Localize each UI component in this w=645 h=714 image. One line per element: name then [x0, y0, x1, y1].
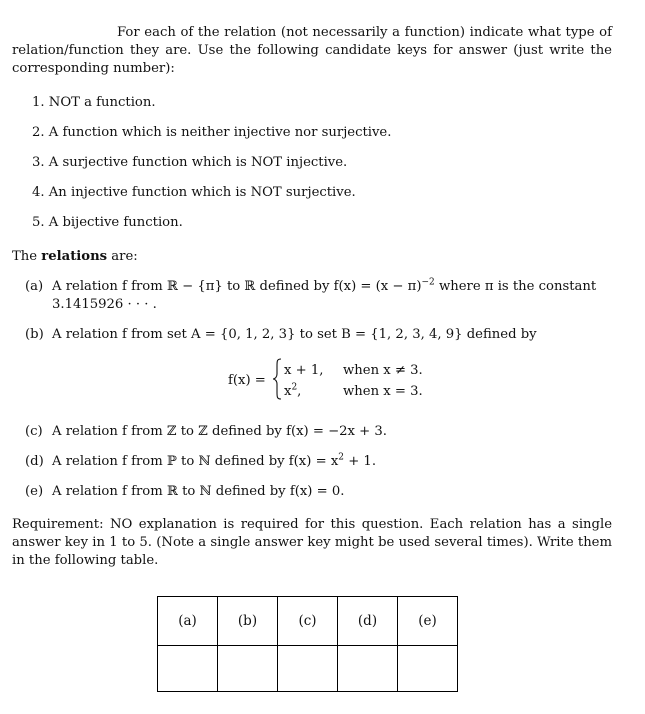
answer-key-3: 3. A surjective function which is NOT injective. [32, 155, 348, 170]
intro-paragraph: For each of the relation (not necessarily a function) indicate what type of relation/function they are. Use the following candidate keys for answer (just write the corresponding number): [12, 25, 612, 76]
relation-e-text: A relation f from ℝ to ℕ defined by f(x) = 0. [52, 484, 345, 499]
answer-cell-a[interactable] [158, 646, 218, 692]
relation-a-text: A relation f from ℝ − {π} to ℝ defined by $f(x) = (x - \pi)^{-2}$ where π is the constant [52, 277, 597, 294]
answer-header-d: (d) [338, 597, 398, 646]
answer-cell-c[interactable] [278, 646, 338, 692]
piecewise-lhs: f(x) = [228, 373, 266, 388]
answer-key-5: 5. A bijective function. [32, 215, 183, 230]
relations-heading: The relations are: [12, 249, 138, 264]
relation-b-label: (b) [25, 327, 44, 342]
answer-header-e: (e) [398, 597, 458, 646]
piecewise-case2-cond: when x = 3. [343, 384, 423, 399]
relation-b-text: A relation f from set A = {0, 1, 2, 3} to set B = {1, 2, 3, 4, 9} defined by [52, 327, 537, 342]
piecewise-case1-cond: when x ≠ 3. [343, 363, 423, 378]
relation-e-label: (e) [25, 484, 44, 499]
piecewise-brace-icon [272, 358, 282, 400]
relation-c-text: A relation f from ℤ to ℤ defined by f(x) = −2x + 3. [52, 424, 387, 439]
answer-table-input-row [158, 646, 458, 692]
answer-cell-d[interactable] [338, 646, 398, 692]
answer-cell-b[interactable] [218, 646, 278, 692]
answer-table-header-row [158, 597, 458, 646]
answer-key-2: 2. A function which is neither injective nor surjective. [32, 125, 392, 140]
answer-table [157, 596, 458, 692]
answer-key-4: 4. An injective function which is NOT surjective. [32, 185, 356, 200]
relation-d-label: (d) [25, 454, 44, 469]
answer-header-b: (b) [218, 597, 278, 646]
answer-key-1: 1. NOT a function. [32, 95, 156, 110]
piecewise-case2-expr: $x^2$, [284, 382, 302, 399]
relation-a-constant: 3.1415926 · · · . [52, 297, 157, 312]
answer-header-a: (a) [158, 597, 218, 646]
relation-c-label: (c) [25, 424, 43, 439]
relation-a-label: (a) [25, 279, 44, 294]
answer-cell-e[interactable] [398, 646, 458, 692]
relation-d-text: A relation f from ℙ to ℕ defined by $f(x) = x^2 + 1$. [52, 452, 377, 469]
piecewise-case1-expr: x + 1, [284, 363, 324, 378]
requirement-paragraph: Requirement: NO explanation is required for this question. Each relation has a single answer key in 1 to 5. (Note a single answer key might be used several times). Write them in the following table. [12, 517, 612, 568]
answer-header-c: (c) [278, 597, 338, 646]
